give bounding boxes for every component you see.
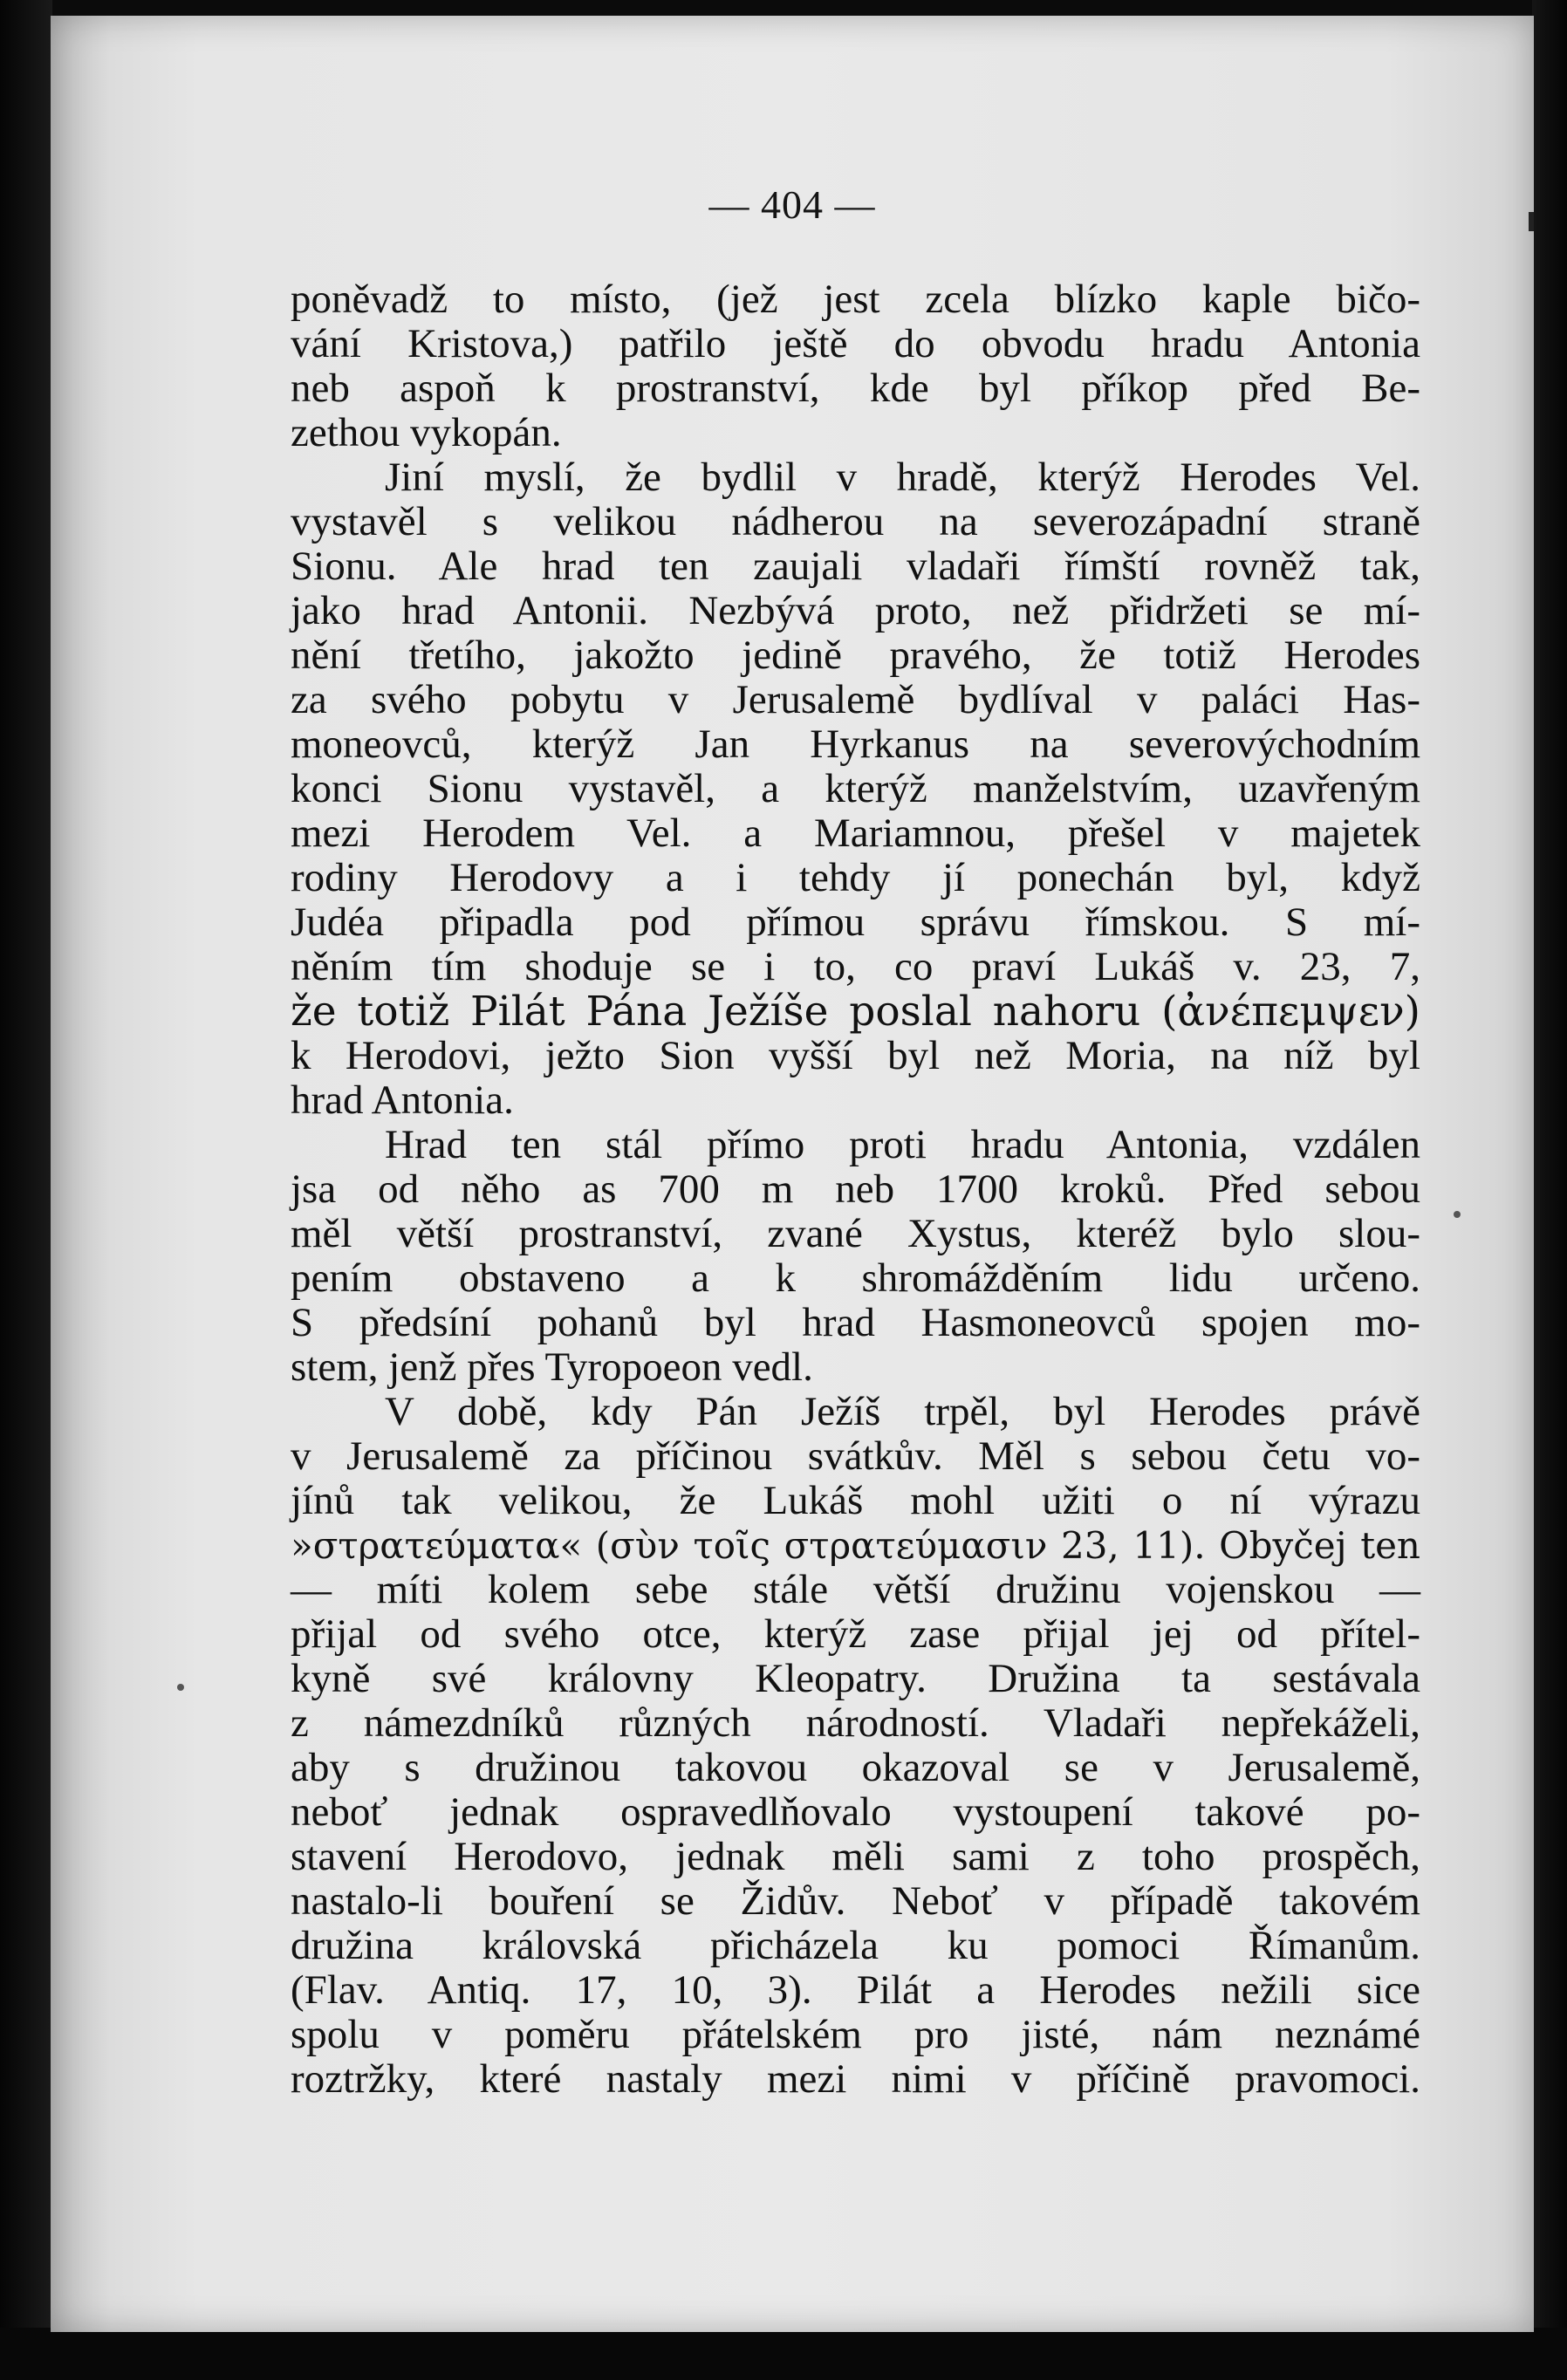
scan-border-right (1532, 0, 1567, 2380)
text-line: jsa od něho as 700 m neb 1700 kroků. Před sebou (291, 1166, 1420, 1212)
text-line: něním tím shoduje se i to, co praví Lukáš v. 23, 7, (291, 944, 1420, 989)
scan-border-left (0, 0, 52, 2380)
book-page (51, 16, 1534, 2332)
paper-speck (1454, 1211, 1461, 1218)
text-line: »στρατεύματα« (σὺν τοῖς στρατεύμασιν 23, 11). Obyčej ten (291, 1524, 1420, 1567)
text-line: nastalo-li bouření se Židův. Neboť v případě takovém (291, 1878, 1420, 1924)
text-line: moneovců, kterýž Jan Hyrkanus na severovýchodním (291, 722, 1420, 767)
text-line: přijal od svého otce, kterýž zase přijal jej od přítel- (291, 1611, 1420, 1657)
text-line: k Herodovi, ježto Sion vyšší byl než Moria, na níž byl (291, 1033, 1420, 1078)
text-line: vání Kristova,) patřilo ještě do obvodu hradu Antonia (291, 321, 1420, 366)
text-line: družina královská přicházela ku pomoci Římanům. (291, 1923, 1420, 1968)
text-line: kyně své královny Kleopatry. Družina ta sestávala (291, 1656, 1420, 1701)
text-line: neboť jednak ospravedlňovalo vystoupení takové po- (291, 1789, 1420, 1835)
text-line: — míti kolem sebe stále větší družinu vojenskou — (291, 1567, 1420, 1612)
body-text (291, 277, 1420, 2102)
page-number: — 404 — (708, 182, 876, 227)
text-line: neb aspoň k prostranství, kde byl příkop před Be- (291, 366, 1420, 411)
text-line: pením obstaveno a k shromážděním lidu určeno. (291, 1255, 1420, 1301)
text-line: jako hrad Antonii. Nezbývá proto, než přidržeti se mí- (291, 588, 1420, 633)
text-line: v Jerusalemě za příčinou svátkův. Měl s sebou četu vo- (291, 1433, 1420, 1479)
text-line: Hrad ten stál přímo proti hradu Antonia, vzdálen (385, 1122, 1420, 1167)
text-line: mezi Herodem Vel. a Mariamnou, přešel v majetek (291, 810, 1420, 856)
text-line: stem, jenž přes Tyropoeon vedl. (291, 1344, 813, 1390)
text-line: měl větší prostranství, zvané Xystus, kteréž bylo slou- (291, 1211, 1420, 1256)
text-line: poněvadž to místo, (jež jest zcela blízko kaple bičo- (291, 277, 1420, 322)
text-line: nění třetího, jakožto jedině pravého, že totiž Herodes (291, 633, 1420, 678)
text-line: hrad Antonia. (291, 1077, 514, 1123)
text-line: konci Sionu vystavěl, a kterýž manželstvím, uzavřeným (291, 766, 1420, 811)
text-line: za svého pobytu v Jerusalemě bydlíval v paláci Has- (291, 677, 1420, 722)
text-line: Sionu. Ale hrad ten zaujali vladaři římští rovněž tak, (291, 544, 1420, 589)
text-line: stavení Herodovo, jednak měli sami z toho prospěch, (291, 1834, 1420, 1879)
text-line: spolu v poměru přátelském pro jisté, nám neznámé (291, 2012, 1420, 2057)
text-line: S předsíní pohanů byl hrad Hasmoneovců spojen mo- (291, 1300, 1420, 1345)
text-line: Judéa připadla pod přímou správu římskou. S mí- (291, 899, 1420, 945)
text-line: vystavěl s velikou nádherou na severozápadní straně (291, 499, 1420, 544)
text-line: Jiní myslí, že bydlil v hradě, kterýž Herodes Vel. (385, 455, 1420, 500)
text-line: že totiž Pilát Pána Ježíše poslal nahoru (ἀνέπεμψεν) (291, 988, 1420, 1036)
text-line: z námezdníků různých národností. Vladaři nepřekáželi, (291, 1700, 1420, 1746)
text-line: rodiny Herodovy a i tehdy jí ponechán byl, když (291, 855, 1420, 900)
text-line: V době, kdy Pán Ježíš trpěl, byl Herodes právě (385, 1389, 1420, 1434)
text-line: jínů tak velikou, že Lukáš mohl užiti o ní výrazu (291, 1478, 1420, 1523)
text-line: zethou vykopán. (291, 410, 562, 455)
scan-border-bottom (0, 2328, 1567, 2380)
text-line: roztržky, které nastaly mezi nimi v příčině pravomoci. (291, 2056, 1420, 2102)
paper-speck (177, 1684, 184, 1691)
text-line: aby s družinou takovou okazoval se v Jerusalemě, (291, 1745, 1420, 1790)
text-line: (Flav. Antiq. 17, 10, 3). Pilát a Herodes nežili sice (291, 1967, 1420, 2013)
